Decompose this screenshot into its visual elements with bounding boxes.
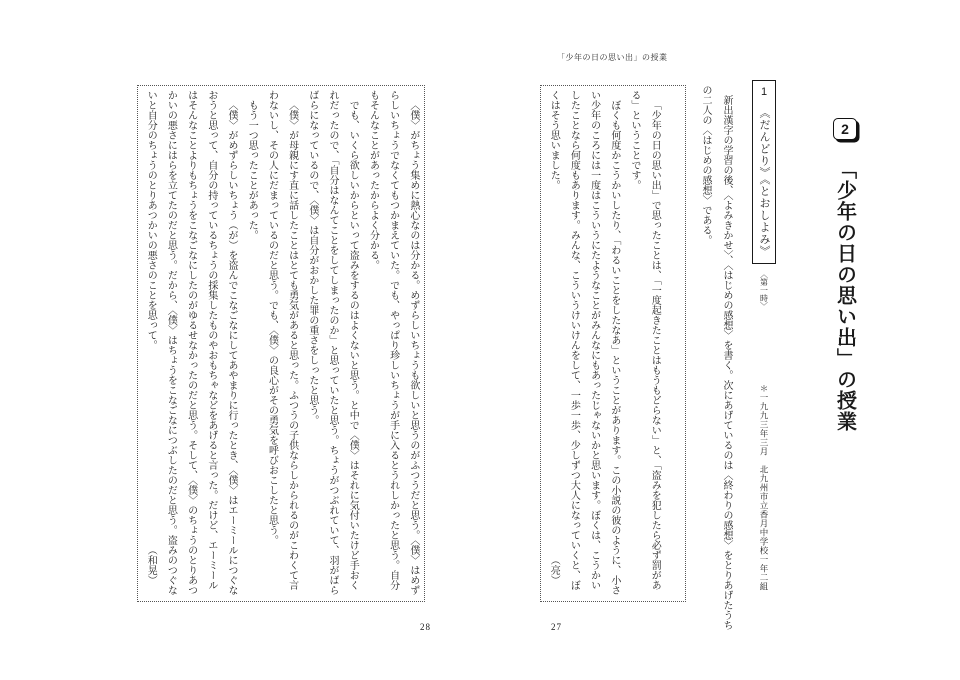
quote-paragraph: 〈僕〉が母親にす直に話したことはとても勇気があると思った。ふつうの子供ならしかられるのがこわくて言わないし、その人にだまっているのだと思う。でも、〈僕〉の良心がその勇気を呼びおこしたと思う。	[266, 90, 298, 590]
section-heading-column	[748, 80, 780, 591]
chapter-number-badge	[833, 118, 857, 140]
running-head: 「少年の日の思い出」の授業	[557, 53, 668, 62]
chapter-note: ＊一九九三年三月 北九州市立香月中学校一年二組	[759, 383, 769, 591]
page-number-27: 27	[551, 622, 562, 632]
section-number: 1	[760, 86, 768, 98]
quote-paragraph: 〈僕〉がめずらしいちょう（が）を盗んでこなごなにしてあやまりに行ったとき、〈僕〉はエーミールにつぐなおうと思って、自分の持っているちょうの採集したものやおもちゃなどをあげると言った。だけど、エーミールはそんなことよりもちょうをこなごなにしたのがゆるせなかったのだと思う。そして、〈僕〉のちょうのとりあつかいの悪さにはらを立てたのだと思う。だから、〈僕〉はちょうをこなごなにつぶしたのだと思う。盗みのつぐないと自分のちょうのとりあつかいの悪さのことを思って。	[145, 90, 238, 595]
signature-kazuaki: （和晃）	[145, 545, 157, 585]
intro-paragraph: 新出漢字の学習の後、〈よみきかせ〉、〈はじめの感想〉を書く。次にあげているのは〈終わりの感想〉をとりあげたうちの二人の〈はじめの感想〉である。	[700, 85, 732, 630]
chapter-title-block	[822, 118, 868, 432]
student-quote-text-ryo	[541, 86, 666, 601]
page-number-28: 28	[420, 622, 431, 632]
section-heading-box	[752, 80, 776, 264]
quote-paragraph: 「少年の日の思い出」で思ったことは、「一度起きたことはもうもどらない」と、「盗みを犯したら必ず罰がある」ということです。	[629, 90, 661, 590]
signature-ryo: （亮）	[548, 555, 560, 585]
quote-paragraph: でも、いくら欲しいからといって盗みをするのはよくないと思う。と中で〈僕〉はそれに気付いたけど手おくれだったので、「自分はなんてことをしてしまったのか」と思っていたと思う。ちょうがつぶれていて、羽がばらばらになっているので、〈僕〉は自分がおかした罪の重さをしったと思う。	[306, 90, 359, 595]
section-title: 《だんどり》《とおしよみ》	[758, 107, 770, 258]
student-quote-box-kazuaki	[137, 85, 425, 602]
section-subtitle: 〈第一時〉	[759, 269, 769, 310]
chapter-number: 2	[841, 121, 849, 137]
chapter-title: 「少年の日の思い出」の授業	[833, 159, 856, 432]
quote-paragraph: 〈僕〉がちょう集めに熱心なのは分かる。めずらしいちょうも欲しいと思うのがふつうだと思う。〈僕〉はめずらしいちょうでなくてもつかまえていた。でも、やっぱり珍しいちょうが手に入るとうれしかったと思う。自分もそんなことがあったからよく分かる。	[367, 90, 419, 595]
student-quote-text-kazuaki	[138, 86, 425, 601]
quote-paragraph: もう一つ思ったことがあった。	[246, 100, 258, 240]
quote-paragraph: ぼくも何度かこうかいしたり、「わるいことをしたなあ」ということがあります。この小説の彼のように、小さい少年のころには一度はこういうにたようなことがみんなにもあったじゃないかと思います。ぼくは、こうかいしたことなら何度もあります。みんな、こういうけいけんをして、一歩一歩、少しずつ大人になっていくと、ぼくはそう思いました。	[548, 90, 620, 595]
student-quote-box-ryo	[540, 85, 686, 602]
